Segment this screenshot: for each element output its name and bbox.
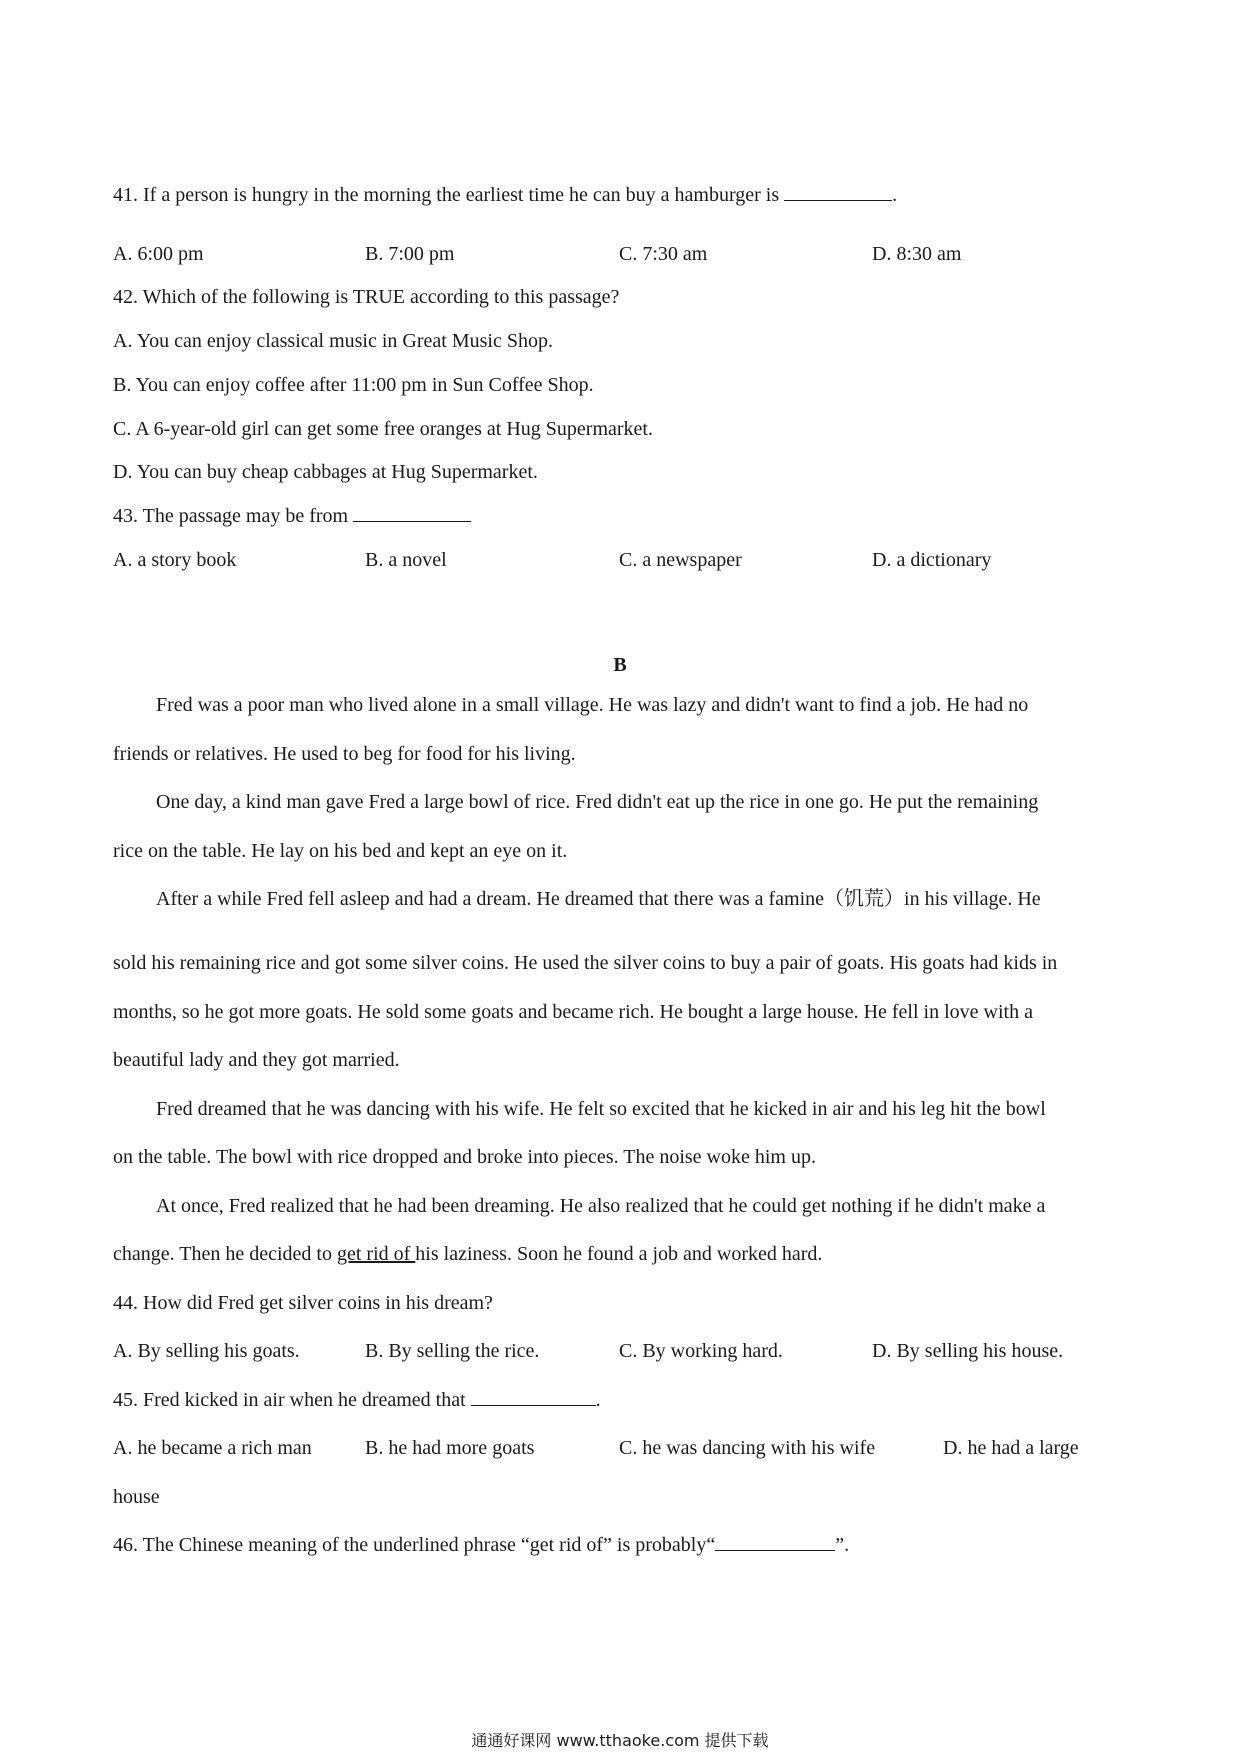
option-c: C. A 6-year-old girl can get some free oranges at Hug Supermarket. bbox=[113, 418, 653, 440]
option-b: B. You can enjoy coffee after 11:00 pm in Sun Coffee Shop. bbox=[113, 374, 594, 396]
option-d-continued: house bbox=[113, 1486, 160, 1508]
passage-line: One day, a kind man gave Fred a large bowl of rice. Fred didn't eat up the rice in one go. He put the remaining bbox=[156, 791, 1039, 813]
option-c: C. By working hard. bbox=[619, 1340, 783, 1362]
question-46-stem: 46. The Chinese meaning of the underlined phrase “get rid of” is probably“ bbox=[113, 1534, 716, 1556]
option-a: A. he became a rich man bbox=[113, 1437, 312, 1459]
section-heading: B bbox=[613, 654, 627, 676]
option-d: D. he had a large bbox=[943, 1437, 1079, 1459]
passage-line: friends or relatives. He used to beg for food for his living. bbox=[113, 743, 576, 765]
option-d: D. 8:30 am bbox=[872, 243, 962, 265]
answer-blank bbox=[715, 1532, 835, 1551]
footer-watermark: 通通好课网 www.tthaoke.com 提供下载 bbox=[471, 1731, 769, 1750]
option-a: A. By selling his goats. bbox=[113, 1340, 300, 1362]
option-c: C. 7:30 am bbox=[619, 243, 708, 265]
option-c: C. a newspaper bbox=[619, 549, 742, 571]
option-a: A. You can enjoy classical music in Great Music Shop. bbox=[113, 330, 553, 352]
passage-line: months, so he got more goats. He sold some goats and became rich. He bought a large house. He fell in love with a bbox=[113, 1001, 1033, 1023]
option-b: B. he had more goats bbox=[365, 1437, 535, 1459]
passage-line: Fred dreamed that he was dancing with his wife. He felt so excited that he kicked in air and his leg hit the bowl bbox=[156, 1098, 1046, 1120]
question-41-stem: 41. If a person is hungry in the morning the earliest time he can buy a hamburger is bbox=[113, 184, 780, 206]
passage-line: At once, Fred realized that he had been dreaming. He also realized that he could get nothing if he didn't make a bbox=[156, 1195, 1046, 1217]
option-b: B. a novel bbox=[365, 549, 447, 571]
passage-line: After a while Fred fell asleep and had a dream. He dreamed that there was a famine（饥荒）in his village. He bbox=[156, 888, 1041, 910]
option-d: D. You can buy cheap cabbages at Hug Supermarket. bbox=[113, 461, 538, 483]
question-43 bbox=[113, 503, 471, 529]
answer-blank bbox=[353, 503, 471, 522]
question-46: 46. The Chinese meaning of the underlined phrase “get rid of” is probably“ ”. bbox=[113, 1534, 850, 1556]
question-41: 41. If a person is hungry in the morning the earliest time he can buy a hamburger is . bbox=[113, 184, 898, 206]
option-d: D. a dictionary bbox=[872, 549, 992, 571]
passage-line: on the table. The bowl with rice dropped and broke into pieces. The noise woke him up. bbox=[113, 1146, 816, 1168]
passage-line: Fred was a poor man who lived alone in a small village. He was lazy and didn't want to find a job. He had no bbox=[156, 694, 1029, 716]
option-a: A. 6:00 pm bbox=[113, 243, 204, 265]
passage-line: rice on the table. He lay on his bed and kept an eye on it. bbox=[113, 840, 568, 862]
question-45: 45. Fred kicked in air when he dreamed that . bbox=[113, 1389, 601, 1411]
question-43-stem: 43. The passage may be from bbox=[113, 505, 349, 527]
option-b: B. By selling the rice. bbox=[365, 1340, 540, 1362]
option-b: B. 7:00 pm bbox=[365, 243, 455, 265]
question-44-stem: 44. How did Fred get silver coins in his dream? bbox=[113, 1292, 493, 1314]
option-d: D. By selling his house. bbox=[872, 1340, 1064, 1362]
option-c: C. he was dancing with his wife bbox=[619, 1437, 876, 1459]
passage-line: beautiful lady and they got married. bbox=[113, 1049, 400, 1071]
passage-line: change. Then he decided to get rid of his laziness. Soon he found a job and worked hard. bbox=[113, 1243, 823, 1265]
underlined-phrase: get rid of bbox=[336, 1243, 416, 1265]
question-45-stem: 45. Fred kicked in air when he dreamed that bbox=[113, 1389, 466, 1411]
answer-blank bbox=[471, 1387, 596, 1406]
option-a: A. a story book bbox=[113, 549, 237, 571]
answer-blank bbox=[784, 182, 892, 201]
question-42-stem: 42. Which of the following is TRUE according to this passage? bbox=[113, 286, 620, 308]
passage-line: sold his remaining rice and got some silver coins. He used the silver coins to buy a pair of goats. His goats had kids in bbox=[113, 952, 1058, 974]
